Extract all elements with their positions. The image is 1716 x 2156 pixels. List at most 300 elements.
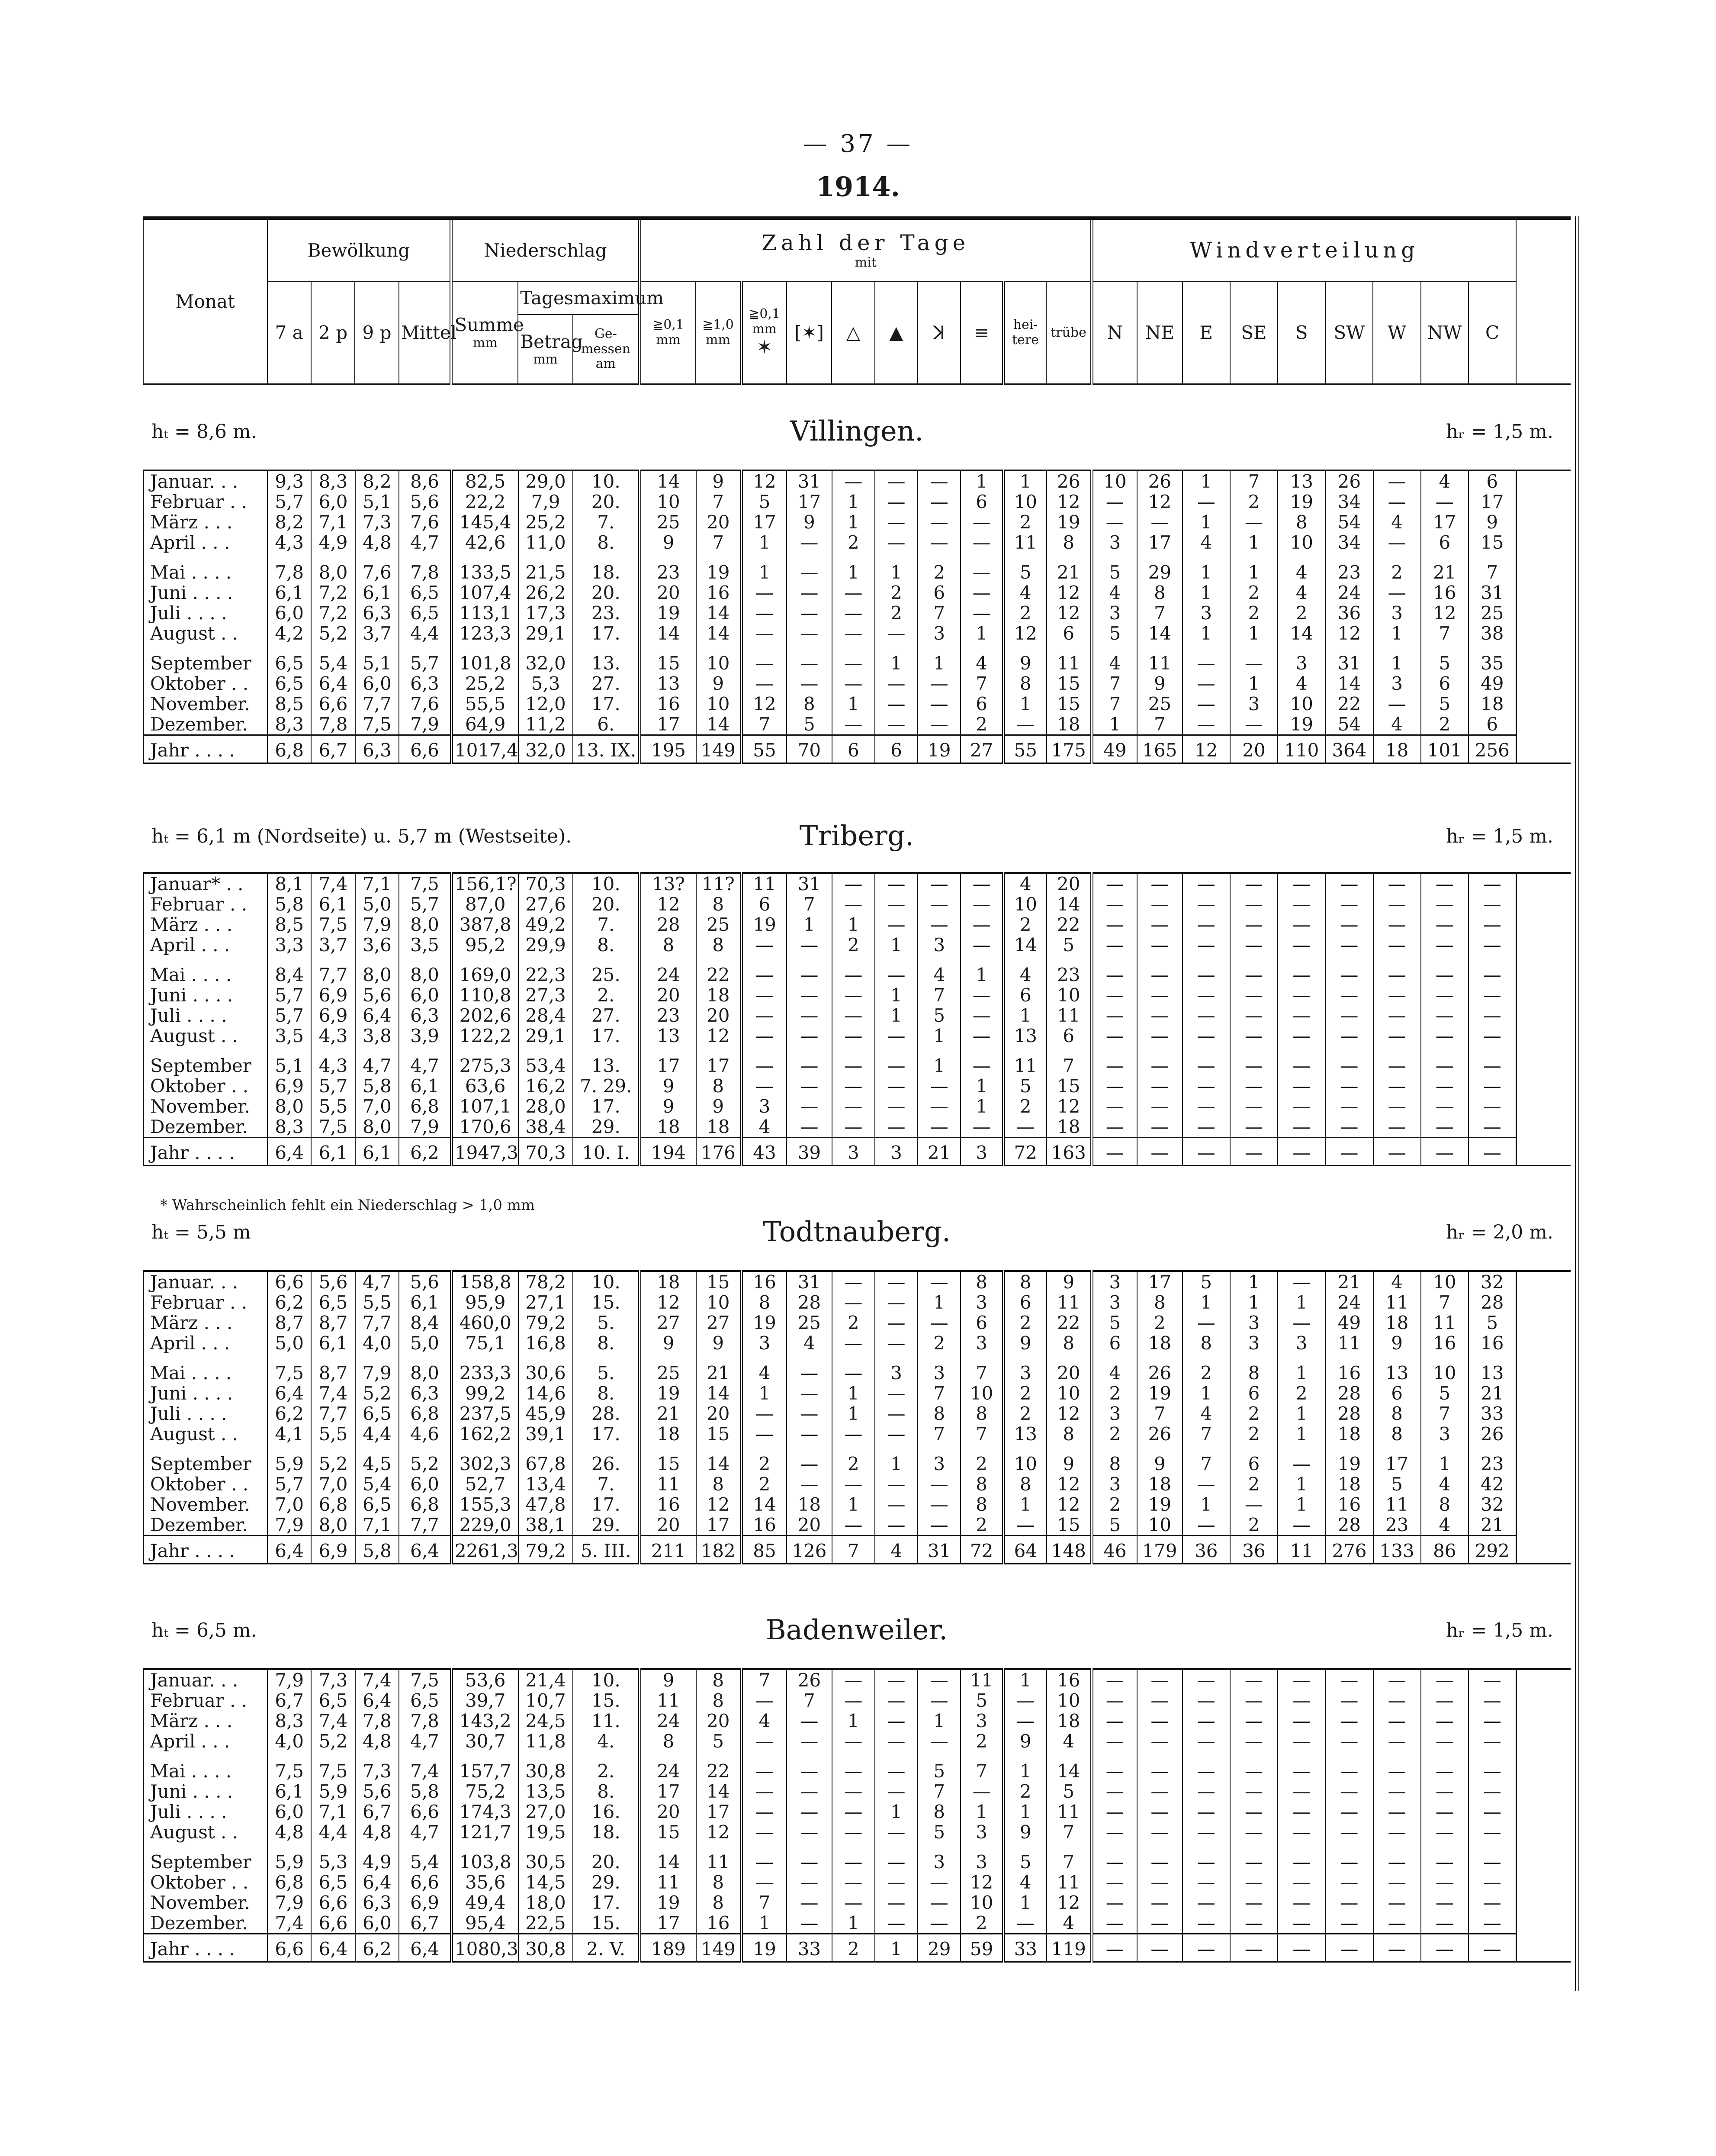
table-cell: 46 <box>1092 1536 1137 1564</box>
table-cell: 7,9 <box>399 1117 451 1138</box>
table-cell: 6,8 <box>399 1494 451 1515</box>
table-cell: 28 <box>1469 1292 1516 1313</box>
table-cell: 29,1 <box>518 623 573 644</box>
month-cell: Februar . . <box>144 1690 268 1711</box>
table-cell: 15 <box>640 644 696 673</box>
table-cell: 12,0 <box>518 694 573 714</box>
table-cell: 8 <box>961 1494 1003 1515</box>
table-cell: — <box>1421 935 1469 955</box>
table-cell: — <box>741 582 787 603</box>
table-cell: 23 <box>1047 955 1092 985</box>
table-cell: 59 <box>961 1934 1003 1962</box>
table-cell: — <box>875 470 918 492</box>
table-cell: 28 <box>640 914 696 935</box>
table-cell: — <box>741 1026 787 1046</box>
table-cell: — <box>1183 1690 1230 1711</box>
station-name: Badenweiler. <box>765 1614 948 1646</box>
table-cell: 113,1 <box>451 603 518 623</box>
table-cell: 13,4 <box>518 1474 573 1494</box>
table-cell: 5,5 <box>355 1292 399 1313</box>
table-cell: 1080,3 <box>451 1934 518 1962</box>
table-cell: 67,8 <box>518 1444 573 1474</box>
table-cell: — <box>1325 1046 1373 1076</box>
table-row <box>144 673 1571 694</box>
table-cell: 10 <box>961 1383 1003 1403</box>
table-cell: — <box>1230 1913 1278 1934</box>
table-cell: 22,5 <box>518 1913 573 1934</box>
table-cell: 1 <box>1183 470 1230 492</box>
table-cell: 1 <box>741 1913 787 1934</box>
table-cell: 4,7 <box>355 1046 399 1076</box>
table-cell: 1 <box>1278 1403 1325 1424</box>
table-cell: 7 <box>1092 673 1137 694</box>
table-cell: 5 <box>1373 1474 1421 1494</box>
table-cell: 14 <box>640 470 696 492</box>
table-cell: — <box>1469 1872 1516 1892</box>
table-cell: 20 <box>640 985 696 1005</box>
table-cell: 122,2 <box>451 1026 518 1046</box>
table-cell: — <box>1092 1096 1137 1117</box>
table-cell: — <box>1230 1802 1278 1822</box>
table-cell: 79,2 <box>518 1313 573 1333</box>
table-cell: 7 <box>741 1892 787 1913</box>
table-cell: 24,5 <box>518 1711 573 1731</box>
table-cell: 15 <box>696 1424 742 1444</box>
table-cell: 3,5 <box>399 935 451 955</box>
station-height-rain-gauge: hᵣ = 1,5 m. <box>1446 1619 1553 1641</box>
table-cell: 7 <box>1137 714 1183 735</box>
table-cell: 4,8 <box>355 532 399 553</box>
table-cell: 8 <box>1092 1444 1137 1474</box>
table-cell: 2. <box>573 1751 639 1781</box>
table-cell: 2 <box>1421 714 1469 735</box>
table-cell: 20 <box>787 1515 832 1536</box>
table-cell: 10 <box>1003 1444 1046 1474</box>
table-cell: — <box>1137 1076 1183 1096</box>
table-cell: 32 <box>1469 1271 1516 1292</box>
table-cell: 5 <box>741 492 787 512</box>
table-cell: 49,4 <box>451 1892 518 1913</box>
table-cell: 8 <box>1373 1403 1421 1424</box>
table-cell: — <box>1092 1138 1137 1166</box>
table-cell: 157,7 <box>451 1751 518 1781</box>
table-cell: — <box>1230 1026 1278 1046</box>
table-cell: 11 <box>640 1690 696 1711</box>
table-cell: 2. V. <box>573 1934 639 1962</box>
table-cell: — <box>1325 1096 1373 1117</box>
table-cell: 6,4 <box>355 1690 399 1711</box>
table-cell: 15. <box>573 1292 639 1313</box>
table-cell: 1947,3 <box>451 1138 518 1166</box>
table-cell: — <box>832 582 875 603</box>
table-cell: 24 <box>640 1751 696 1781</box>
table-cell: — <box>1421 1005 1469 1026</box>
table-cell: 8,0 <box>311 1515 355 1536</box>
table-cell: — <box>1230 1872 1278 1892</box>
table-cell: — <box>1421 1076 1469 1096</box>
month-cell: Juli . . . . <box>144 1802 268 1822</box>
table-cell: 6,0 <box>311 492 355 512</box>
month-cell: Juli . . . . <box>144 1005 268 1026</box>
table-cell: 8 <box>1421 1494 1469 1515</box>
month-cell: Mai . . . . <box>144 1751 268 1781</box>
table-cell: 25. <box>573 955 639 985</box>
table-cell: 1017,4 <box>451 735 518 763</box>
table-cell: 3 <box>1092 532 1137 553</box>
table-cell: 31 <box>787 873 832 894</box>
table-cell: 3,7 <box>355 623 399 644</box>
table-cell: 1 <box>875 935 918 955</box>
table-cell: — <box>875 512 918 532</box>
table-cell: — <box>741 1751 787 1781</box>
table-cell: 5,1 <box>355 492 399 512</box>
table-cell: — <box>1421 1731 1469 1751</box>
table-cell: 6 <box>1003 985 1046 1005</box>
table-cell: 82,5 <box>451 470 518 492</box>
table-cell: — <box>1183 1138 1230 1166</box>
snow-cover-icon: [✶] <box>787 282 832 384</box>
table-cell: 12 <box>696 1822 742 1842</box>
table-cell: — <box>961 1781 1003 1802</box>
table-cell: 29,9 <box>518 935 573 955</box>
table-cell: — <box>787 1711 832 1731</box>
table-cell: 7,7 <box>355 1313 399 1333</box>
table-cell: 6,1 <box>399 1076 451 1096</box>
table-cell: 7,2 <box>311 603 355 623</box>
table-row <box>144 1026 1571 1046</box>
table-cell: 11 <box>640 1474 696 1494</box>
table-cell: — <box>918 1669 961 1690</box>
table-cell: 13. <box>573 644 639 673</box>
table-cell: — <box>1469 1026 1516 1046</box>
table-cell: 18 <box>696 985 742 1005</box>
table-cell: 32,0 <box>518 644 573 673</box>
table-cell: — <box>1183 935 1230 955</box>
table-cell: 3,5 <box>267 1026 311 1046</box>
table-cell: 18 <box>1325 1424 1373 1444</box>
table-cell: 31 <box>918 1536 961 1564</box>
table-cell: 3 <box>961 1333 1003 1353</box>
table-cell: 6,5 <box>311 1690 355 1711</box>
days-ge01: ≧0,1 mm <box>639 282 696 384</box>
table-row <box>144 1292 1571 1313</box>
table-cell: 2 <box>1092 1383 1137 1403</box>
month-cell: November. <box>144 694 268 714</box>
table-cell: — <box>918 470 961 492</box>
table-cell: — <box>1469 1690 1516 1711</box>
table-cell: — <box>1421 492 1469 512</box>
table-cell: 12 <box>640 1292 696 1313</box>
table-cell: 19 <box>1137 1494 1183 1515</box>
table-cell: — <box>1373 1046 1421 1076</box>
table-cell: 8 <box>961 1403 1003 1424</box>
table-cell: 3,3 <box>267 935 311 955</box>
table-cell: 5,8 <box>399 1781 451 1802</box>
table-cell: — <box>1230 1005 1278 1026</box>
table-cell: 101 <box>1421 735 1469 763</box>
table-cell: 6,5 <box>267 644 311 673</box>
table-cell: — <box>875 1333 918 1353</box>
table-cell: 8 <box>787 694 832 714</box>
table-cell: 22 <box>1325 694 1373 714</box>
table-row <box>144 1842 1571 1872</box>
table-cell: 13. IX. <box>573 735 639 763</box>
table-cell: — <box>787 1046 832 1076</box>
table-cell: 64 <box>1003 1536 1046 1564</box>
table-cell: 3,8 <box>355 1026 399 1046</box>
table-cell: 19 <box>1047 512 1092 532</box>
table-cell: 21 <box>1421 553 1469 582</box>
table-cell: 3 <box>1092 1292 1137 1313</box>
table-cell: — <box>1421 1669 1469 1690</box>
table-cell: 9 <box>1469 512 1516 532</box>
table-cell: 6,3 <box>399 1383 451 1403</box>
table-cell: — <box>918 1313 961 1333</box>
table-cell: — <box>961 873 1003 894</box>
table-cell: 22 <box>1047 914 1092 935</box>
table-cell: — <box>1469 1842 1516 1872</box>
table-cell: — <box>832 1424 875 1444</box>
month-cell: April . . . <box>144 1731 268 1751</box>
table-cell: 63,6 <box>451 1076 518 1096</box>
table-cell: 54 <box>1325 512 1373 532</box>
table-cell: — <box>1373 1026 1421 1046</box>
table-cell: — <box>741 603 787 623</box>
table-cell: 3 <box>1230 1313 1278 1333</box>
table-cell: 387,8 <box>451 914 518 935</box>
station-heading <box>143 1216 1571 1251</box>
table-cell: 3 <box>918 935 961 955</box>
table-cell: 15 <box>1047 1515 1092 1536</box>
month-cell: November. <box>144 1494 268 1515</box>
table-cell: 5,7 <box>267 1474 311 1494</box>
table-cell: 35,6 <box>451 1872 518 1892</box>
table-cell: 12 <box>1183 735 1230 763</box>
month-cell: Juli . . . . <box>144 603 268 623</box>
table-cell: — <box>1325 1781 1373 1802</box>
table-cell: 5,6 <box>311 1271 355 1292</box>
table-cell: 6,6 <box>311 1892 355 1913</box>
month-cell: November. <box>144 1096 268 1117</box>
table-cell: 5 <box>1092 623 1137 644</box>
table-cell: 13 <box>1003 1424 1046 1444</box>
table-cell: — <box>1325 1872 1373 1892</box>
table-cell: 1 <box>832 694 875 714</box>
table-cell: 7 <box>918 1781 961 1802</box>
table-cell: 20 <box>696 1403 742 1424</box>
table-cell: 7 <box>1047 1842 1092 1872</box>
table-cell: — <box>1230 1076 1278 1096</box>
table-cell: 4,0 <box>267 1731 311 1751</box>
table-cell: 5. III. <box>573 1536 639 1564</box>
table-cell: 8 <box>1003 673 1046 694</box>
table-cell: 8 <box>1137 1292 1183 1313</box>
table-cell: 6,6 <box>267 1934 311 1962</box>
table-cell: 18 <box>1373 735 1421 763</box>
table-cell: — <box>1373 1842 1421 1872</box>
table-cell: 25 <box>787 1313 832 1333</box>
table-cell: 36 <box>1183 1536 1230 1564</box>
table-cell: 2 <box>1092 1424 1137 1444</box>
table-cell: 16 <box>1325 1353 1373 1383</box>
table-cell: — <box>1092 1802 1137 1822</box>
table-cell: 42,6 <box>451 532 518 553</box>
table-cell: 16 <box>696 1913 742 1934</box>
table-row <box>144 694 1571 714</box>
table-cell: — <box>741 1822 787 1842</box>
table-cell: 12 <box>1047 1474 1092 1494</box>
table-cell: — <box>1183 673 1230 694</box>
table-cell: 3 <box>1183 603 1230 623</box>
table-cell: — <box>1278 1313 1325 1333</box>
table-cell: 1 <box>961 1096 1003 1117</box>
table-cell: 3 <box>961 1711 1003 1731</box>
table-cell: — <box>1278 894 1325 914</box>
table-row <box>144 1117 1571 1138</box>
table-cell: — <box>875 1313 918 1333</box>
table-cell: 3 <box>875 1138 918 1166</box>
table-row <box>144 1731 1571 1751</box>
table-cell: 5,7 <box>399 894 451 914</box>
table-cell: 5,7 <box>267 492 311 512</box>
table-cell: 302,3 <box>451 1444 518 1474</box>
table-cell: — <box>1421 1046 1469 1076</box>
table-cell: — <box>1230 512 1278 532</box>
table-cell: 17 <box>696 1046 742 1076</box>
table-cell: — <box>1183 1474 1230 1494</box>
table-cell: 4 <box>1373 512 1421 532</box>
table-cell: — <box>1325 1751 1373 1781</box>
table-cell: 3 <box>1421 1424 1469 1444</box>
table-cell: 12 <box>1003 623 1046 644</box>
table-cell: 6,4 <box>267 1383 311 1403</box>
table-cell: — <box>1183 492 1230 512</box>
table-cell: 6,6 <box>311 694 355 714</box>
table-cell: 16 <box>1421 1333 1469 1353</box>
table-cell: 4,1 <box>267 1424 311 1444</box>
table-cell: 20 <box>640 1515 696 1536</box>
table-cell: 3 <box>741 1333 787 1353</box>
table-cell: — <box>918 894 961 914</box>
table-cell: 13 <box>1373 1353 1421 1383</box>
table-cell: 8 <box>1183 1333 1230 1353</box>
table-cell: 8. <box>573 1333 639 1353</box>
table-cell: 5 <box>918 1751 961 1781</box>
table-cell: 20 <box>1047 1353 1092 1383</box>
table-cell: — <box>832 1822 875 1842</box>
table-cell: 6 <box>961 1313 1003 1333</box>
table-cell: — <box>1469 935 1516 955</box>
table-cell: 49,2 <box>518 914 573 935</box>
table-cell: — <box>1325 1913 1373 1934</box>
table-cell: 17. <box>573 1424 639 1444</box>
table-cell: 1 <box>832 512 875 532</box>
table-cell: 1 <box>1183 623 1230 644</box>
column-header <box>143 216 1571 385</box>
table-cell: 6,1 <box>355 582 399 603</box>
table-cell: 7,4 <box>311 1383 355 1403</box>
table-cell: — <box>875 1096 918 1117</box>
table-cell: 13. <box>573 1046 639 1076</box>
table-row <box>144 1872 1571 1892</box>
table-cell: 6 <box>961 492 1003 512</box>
table-cell: 2 <box>1003 512 1046 532</box>
table-cell: — <box>875 873 918 894</box>
table-cell: 1 <box>832 1383 875 1403</box>
thunderstorm-icon: ꓘ <box>918 282 961 384</box>
table-cell: — <box>832 1781 875 1802</box>
table-cell: — <box>1325 1822 1373 1842</box>
table-cell: 17 <box>1137 1271 1183 1292</box>
precip-sum: Summe mm <box>451 282 518 384</box>
table-cell: — <box>1183 1802 1230 1822</box>
table-cell: 17. <box>573 1494 639 1515</box>
table-cell: 12 <box>1137 492 1183 512</box>
table-cell: — <box>1183 1669 1230 1690</box>
table-cell: 7 <box>1469 553 1516 582</box>
table-cell: 52,7 <box>451 1474 518 1494</box>
table-cell: 10 <box>1047 1383 1092 1403</box>
table-cell: 14 <box>696 714 742 735</box>
table-cell: — <box>1278 1872 1325 1892</box>
table-row <box>144 1403 1571 1424</box>
table-cell: 12 <box>640 894 696 914</box>
table-cell: 26 <box>787 1669 832 1690</box>
table-cell: 55 <box>1003 735 1046 763</box>
table-cell: 195 <box>640 735 696 763</box>
table-cell: 4,4 <box>399 623 451 644</box>
table-cell: 5,9 <box>267 1842 311 1872</box>
table-cell: 16,2 <box>518 1076 573 1096</box>
table-cell: — <box>1230 985 1278 1005</box>
table-cell: 5,1 <box>355 644 399 673</box>
table-cell: 1 <box>832 1403 875 1424</box>
table-cell: 1 <box>1278 1474 1325 1494</box>
table-cell: 3 <box>1092 1403 1137 1424</box>
table-cell: 7,7 <box>399 1515 451 1536</box>
table-cell: 2 <box>1003 1383 1046 1403</box>
table-cell: 148 <box>1047 1536 1092 1564</box>
table-cell: 119 <box>1047 1934 1092 1962</box>
table-cell: — <box>1278 1690 1325 1711</box>
table-cell: — <box>875 1690 918 1711</box>
table-cell: 4 <box>1003 1872 1046 1892</box>
table-cell: 17 <box>640 1781 696 1802</box>
table-cell: 27,3 <box>518 985 573 1005</box>
table-cell: 11 <box>1003 1046 1046 1076</box>
table-cell: 7 <box>961 673 1003 694</box>
table-cell: 11 <box>1003 532 1046 553</box>
table-cell: 4 <box>1183 532 1230 553</box>
table-cell: 4 <box>1373 714 1421 735</box>
table-cell: — <box>832 1751 875 1781</box>
table-cell: 4 <box>1278 673 1325 694</box>
table-cell: 12 <box>696 1026 742 1046</box>
table-cell: — <box>1092 1026 1137 1046</box>
table-cell: 1 <box>1003 1802 1046 1822</box>
table-cell: — <box>1421 1872 1469 1892</box>
table-cell: 1 <box>1230 673 1278 694</box>
table-cell: 8. <box>573 935 639 955</box>
table-cell: 27 <box>640 1313 696 1333</box>
table-cell: — <box>787 1842 832 1872</box>
table-cell: 25 <box>696 914 742 935</box>
table-cell: 17 <box>640 714 696 735</box>
table-cell: — <box>1230 1711 1278 1731</box>
table-cell: 4,3 <box>311 1046 355 1076</box>
table-row <box>144 1353 1571 1383</box>
table-cell: 5,0 <box>399 1333 451 1353</box>
